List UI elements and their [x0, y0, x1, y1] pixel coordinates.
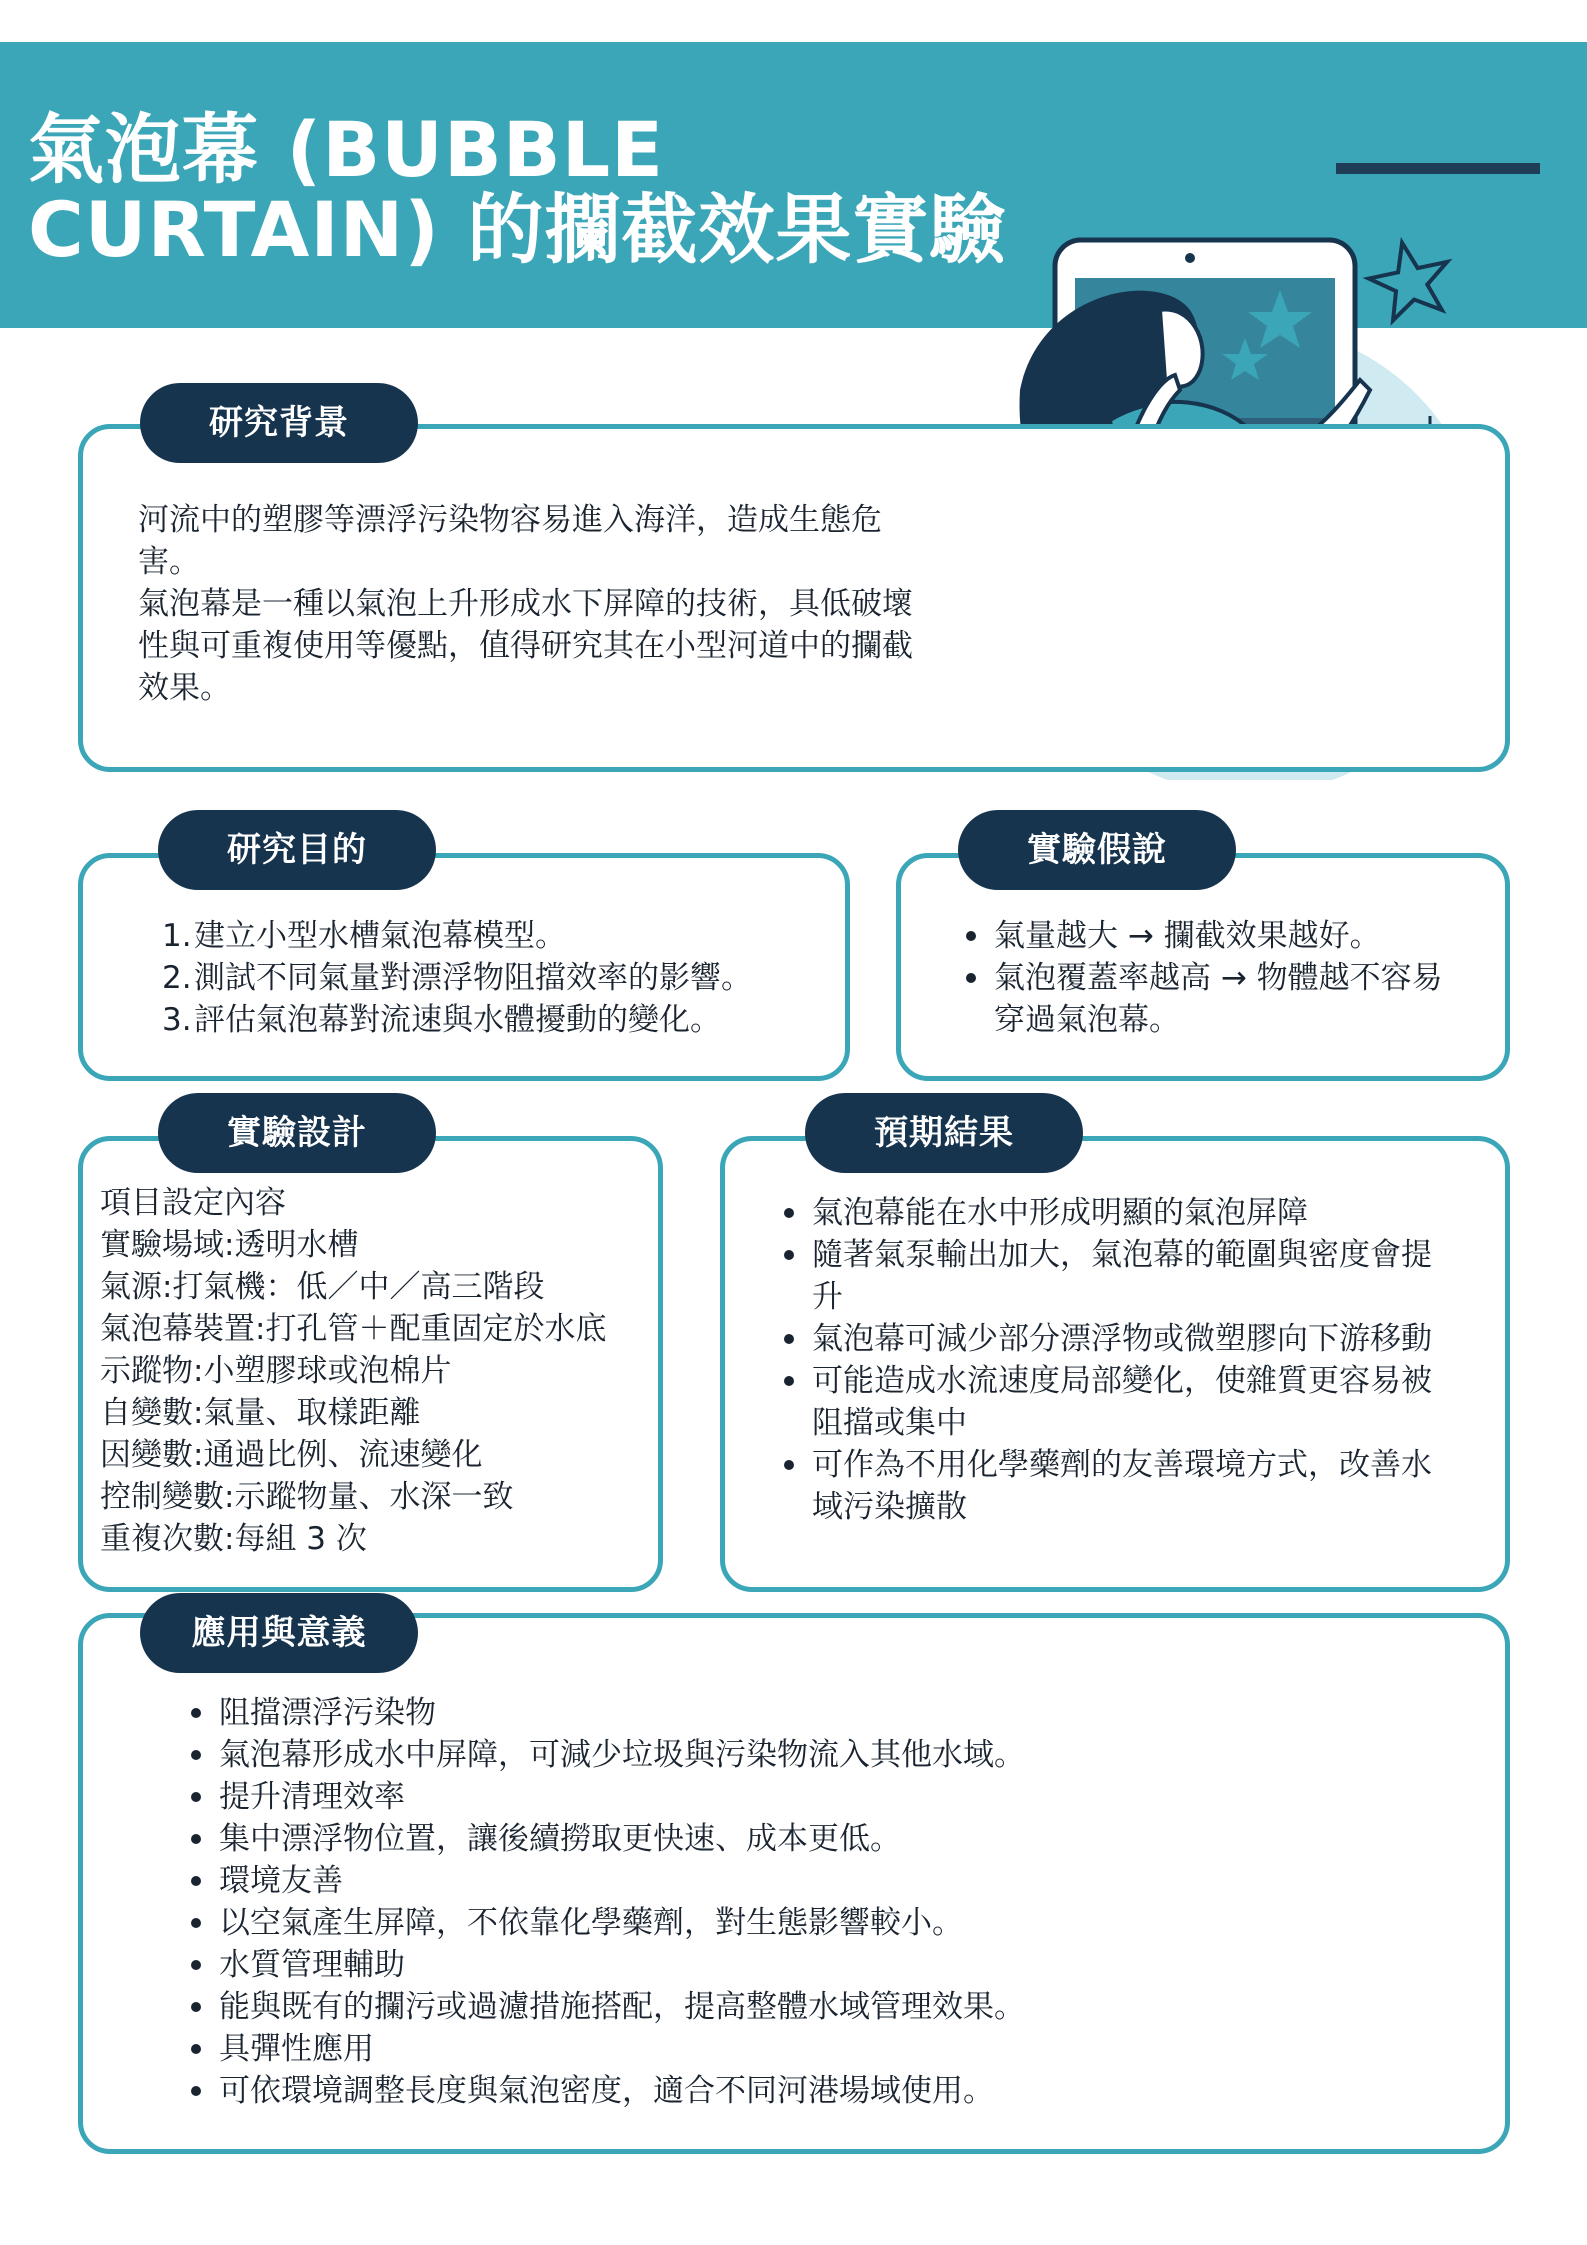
list-item: 3. 評估氣泡幕對流速與水體擾動的變化。 — [162, 1002, 721, 1038]
purpose-text — [162, 915, 842, 1041]
title-dash-decoration — [1336, 163, 1540, 174]
title-line-2: CURTAIN) 的攔截效果實驗 — [28, 185, 1007, 274]
list-item: 具彈性應用 — [185, 2028, 1385, 2070]
design-line: 自變數:氣量、取樣距離 — [100, 1395, 421, 1431]
list-item: 可能造成水流速度局部變化，使雜質更容易被阻擋或集中 — [778, 1360, 1454, 1444]
list-item: 可作為不用化學藥劑的友善環境方式，改善水域污染擴散 — [778, 1444, 1454, 1528]
page-title — [28, 105, 1007, 274]
applications-text — [185, 1692, 1385, 2112]
list-item: 1. 建立小型水槽氣泡幕模型。 — [162, 918, 566, 954]
list-item: 集中漂浮物位置，讓後續撈取更快速、成本更低。 — [185, 1818, 1385, 1860]
list-item: 隨著氣泵輸出加大，氣泡幕的範圍與密度會提升 — [778, 1234, 1454, 1318]
list-item: 氣泡幕可減少部分漂浮物或微塑膠向下游移動 — [778, 1318, 1454, 1360]
design-line: 項目設定內容 — [100, 1185, 286, 1221]
design-line: 示蹤物:小塑膠球或泡棉片 — [100, 1353, 452, 1389]
background-paragraph: 河流中的塑膠等漂浮污染物容易進入海洋，造成生態危害。 — [138, 502, 882, 580]
list-item: 氣量越大 → 攔截效果越好。 — [960, 915, 1460, 957]
section-heading-design: 實驗設計 — [158, 1093, 436, 1173]
star-outline-icon — [1363, 235, 1457, 324]
design-line: 因變數:通過比例、流速變化 — [100, 1437, 483, 1473]
title-line-1: 氣泡幕 (BUBBLE — [28, 105, 665, 194]
expected-text — [778, 1192, 1454, 1528]
section-heading-expected: 預期結果 — [805, 1093, 1083, 1173]
expected-list — [778, 1192, 1454, 1528]
design-line: 實驗場域:透明水槽 — [100, 1227, 359, 1263]
background-text — [138, 499, 938, 709]
list-item: 氣泡覆蓋率越高 → 物體越不容易穿過氣泡幕。 — [960, 957, 1460, 1041]
list-item: 阻擋漂浮污染物 — [185, 1692, 1385, 1734]
design-text — [100, 1182, 660, 1560]
list-item: 可依環境調整長度與氣泡密度，適合不同河港場域使用。 — [185, 2070, 1385, 2112]
design-line: 氣泡幕裝置:打孔管＋配重固定於水底 — [100, 1311, 607, 1347]
list-item: 氣泡幕能在水中形成明顯的氣泡屏障 — [778, 1192, 1454, 1234]
list-item: 氣泡幕形成水中屏障，可減少垃圾與污染物流入其他水域。 — [185, 1734, 1385, 1776]
applications-list — [185, 1692, 1385, 2112]
list-item: 提升清理效率 — [185, 1776, 1385, 1818]
list-item: 能與既有的攔污或過濾措施搭配，提高整體水域管理效果。 — [185, 1986, 1385, 2028]
purpose-list — [162, 915, 842, 1041]
section-heading-applications: 應用與意義 — [140, 1593, 418, 1673]
hypothesis-text — [960, 915, 1460, 1041]
section-heading-hypothesis: 實驗假說 — [958, 810, 1236, 890]
section-heading-purpose: 研究目的 — [158, 810, 436, 890]
list-item: 環境友善 — [185, 1860, 1385, 1902]
design-line: 控制變數:示蹤物量、水深一致 — [100, 1479, 514, 1515]
design-line: 重複次數:每組 3 次 — [100, 1521, 367, 1557]
list-item: 以空氣產生屏障，不依靠化學藥劑，對生態影響較小。 — [185, 1902, 1385, 1944]
list-item: 2. 測試不同氣量對漂浮物阻擋效率的影響。 — [162, 960, 752, 996]
list-item: 水質管理輔助 — [185, 1944, 1385, 1986]
hypothesis-list — [960, 915, 1460, 1041]
section-heading-background: 研究背景 — [140, 383, 418, 463]
design-line: 氣源:打氣機：低／中／高三階段 — [100, 1269, 545, 1305]
background-paragraph: 氣泡幕是一種以氣泡上升形成水下屏障的技術，具低破壞性與可重複使用等優點，值得研究其在小型河道中的攔截效果。 — [138, 586, 913, 706]
